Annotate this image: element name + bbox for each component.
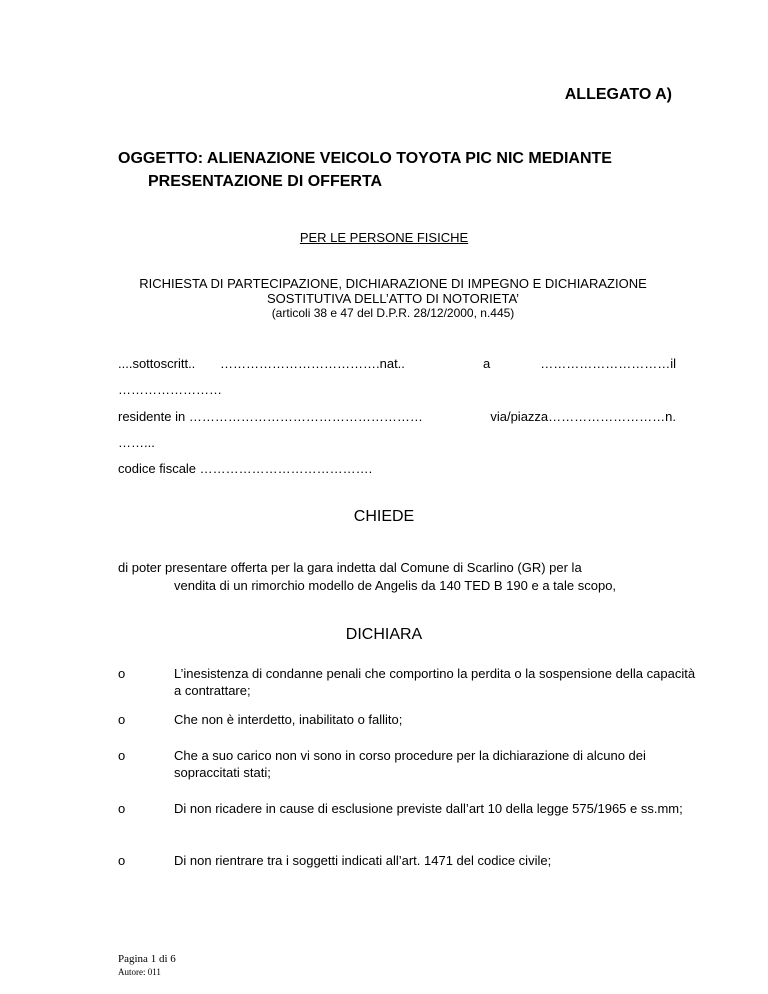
field-via: via/piazza………………………n. — [490, 409, 676, 424]
chiede-heading: CHIEDE — [353, 508, 415, 525]
dichiara-item-text: Di non ricadere in cause di esclusione previste dall’art 10 della legge 575/1965 e ss.mm; — [174, 801, 683, 816]
field-nat: ……………………………….nat.. — [220, 356, 405, 371]
dichiara-heading: DICHIARA — [345, 626, 423, 643]
allegato-title: ALLEGATO A) — [564, 86, 672, 103]
dichiara-item-text: L’inesistenza di condanne penali che comportino la perdita o la sospensione della capacità a contrattare; — [174, 666, 696, 698]
chiede-line-2: vendita di un rimorchio modello de Angelis da 140 TED B 190 e a tale scopo, — [174, 578, 617, 593]
bullet-icon: o — [118, 853, 126, 868]
bullet-icon: o — [118, 666, 126, 681]
field-row-residente — [118, 409, 676, 424]
bullet-icon: o — [118, 748, 126, 763]
bullet-icon: o — [118, 801, 126, 816]
author-label: Autore: 011 — [118, 967, 161, 977]
field-sottoscritt: ....sottoscritt.. — [118, 356, 196, 371]
oggetto-line-1: OGGETTO: ALIENAZIONE VEICOLO TOYOTA PIC NIC MEDIANTE — [118, 150, 612, 167]
oggetto-line-2: PRESENTAZIONE DI OFFERTA — [148, 173, 383, 190]
chiede-line-1: di poter presentare offerta per la gara indetta dal Comune di Scarlino (GR) per la — [118, 560, 582, 575]
field-row-sottoscritto — [118, 356, 676, 374]
bullet-icon: o — [118, 712, 126, 727]
dichiara-item-text: Che non è interdetto, inabilitato o fallito; — [174, 712, 403, 727]
field-codice-fiscale: codice fiscale …………………………………. — [118, 461, 373, 476]
richiesta-line-1: RICHIESTA DI PARTECIPAZIONE, DICHIARAZIONE DI IMPEGNO E DICHIARAZIONE — [139, 276, 647, 291]
field-il: …………………………il — [540, 356, 676, 371]
field-a: a — [483, 356, 491, 371]
richiesta-line-2: SOSTITUTIVA DELL’ATTO DI NOTORIETA’ — [266, 291, 520, 306]
field-il-continuation: …………………… — [118, 382, 222, 397]
richiesta-line-3: (articoli 38 e 47 del D.P.R. 28/12/2000, n.445) — [271, 306, 515, 320]
richiesta-block — [110, 276, 676, 321]
dichiara-item-text: Di non rientrare tra i soggetti indicati all’art. 1471 del codice civile; — [174, 853, 552, 868]
subtitle: PER LE PERSONE FISICHE — [299, 230, 469, 245]
field-n-continuation: ……... — [118, 435, 155, 450]
page-number: Pagina 1 di 6 — [118, 953, 176, 965]
field-residente: residente in ……………………………………………… — [118, 409, 423, 424]
dichiara-item-text: Che a suo carico non vi sono in corso procedure per la dichiarazione di alcuno dei sopraccitati stati; — [174, 748, 646, 780]
